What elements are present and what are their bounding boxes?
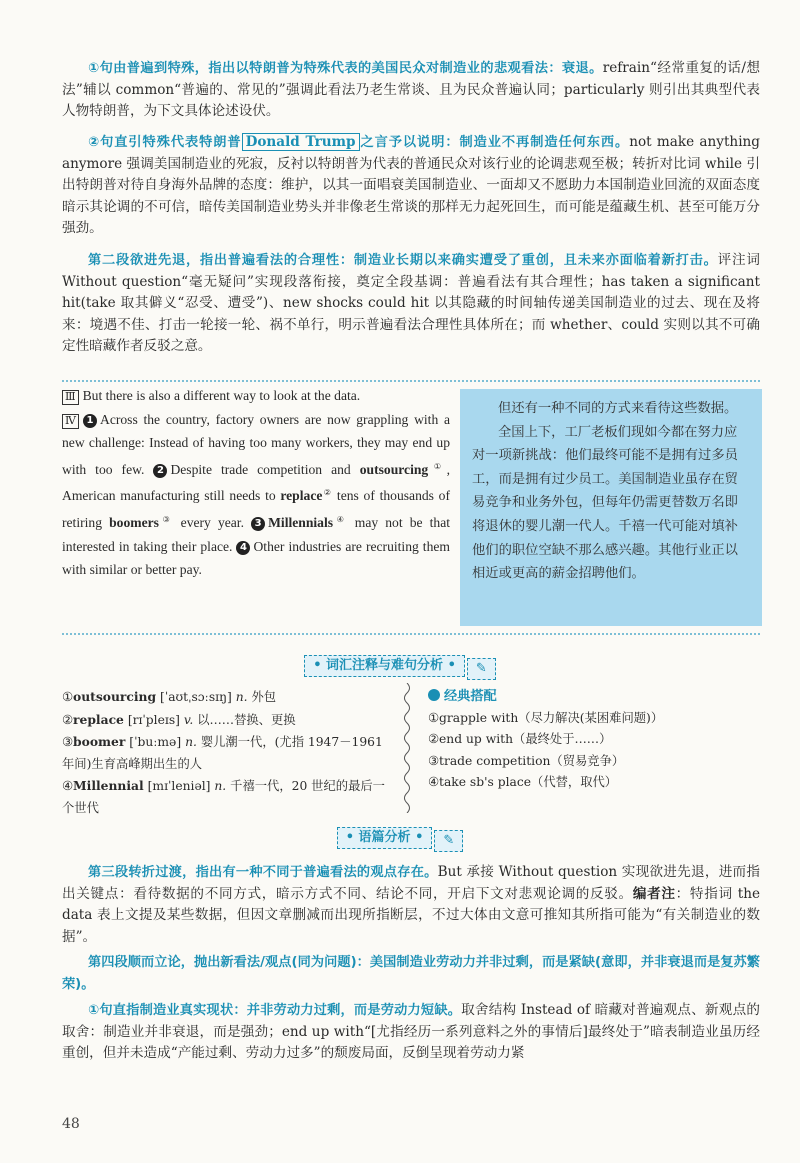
analysis-paragraph-4: 第三段转折过渡，指出有一种不同于普遍看法的观点存在。But 承接 Without question 实现欲进先退，进而指出关键点：看待数据的不同方式，暗示方式不同、结论不同，开启下文对悲观论调的反驳。编者注：特指词 the data 表上文提及某些数据，但因文章删减而出现所指断层，不过大体由文意可推知其所指可能为“有关制造业的数据”。 <box>62 864 761 945</box>
vocab-word: boomers <box>109 514 159 530</box>
paragraph-number: Ⅳ <box>62 414 79 429</box>
sentence-marker: 1 <box>83 414 97 428</box>
pen-icon: ✎ <box>467 658 496 680</box>
analysis-paragraph-5: 第四段顺而立论，抛出新看法/观点(同为问题)：美国制造业劳动力并非过剩，而是紧缺(意即，并非衰退而是复苏繁荣)。 <box>62 955 760 992</box>
pen-icon: ✎ <box>434 830 463 852</box>
analysis-paragraph-3: 第二段欲进先退，指出普遍看法的合理性：制造业长期以来确实遭受了重创，且未来亦面临着新打击。评注词 Without question“毫无疑问”实现段落衔接，奠定全段基调：普遍看法有其合理性；has taken a significant hit(take 取其僻义“忍受、遭受”)、new shocks could hit 以其隐藏的时间轴传递美国制造业的过去、现在及将来：境遇不佳、打击一轮接一轮、祸不单行，明示普遍看法合理性具体所在；而 whether、could 实则以其不可确定性暗藏作者反驳之意。 <box>62 252 760 354</box>
page-number: 48 <box>62 1116 80 1132</box>
collocation-item: ①grapple with（尽力解决(某困难问题)） <box>428 710 664 725</box>
collocation-item: ④take sb's place（代替，取代） <box>428 775 618 789</box>
vocab-list <box>62 686 392 819</box>
vocab-item: ①outsourcing [ˈaʊtˌsɔːsɪŋ] n. 外包 <box>62 689 277 704</box>
dotted-divider <box>62 633 760 635</box>
vocab-item: ③boomer [ˈbuːmə] n. 婴儿潮一代，(尤指 1947－1961 年间)生育高峰期出生的人 <box>62 734 383 771</box>
collocation-item: ②end up with（最终处于……） <box>428 732 612 746</box>
passage-paragraph-3: Ⅲ But there is also a different way to look at the data. <box>62 384 450 408</box>
sentence-marker: 2 <box>153 464 167 478</box>
bullet-icon <box>428 689 440 701</box>
analysis-paragraph-1: ①句由普遍到特殊，指出以特朗普为特殊代表的美国民众对制造业的悲观看法：衰退。refrain“经常重复的话/想法”辅以 common“普遍的、常见的”强调此看法乃老生常谈、且为民众普遍认同；particularly 则引出其典型代表人物特朗普，为下文具体论述设伏。 <box>62 60 760 119</box>
boxed-term: Donald Trump <box>242 133 360 151</box>
vocab-section-title: • 词汇注释与难句分析 • ✎ <box>300 654 500 678</box>
collocations-list <box>428 686 768 794</box>
vocab-word: replace <box>280 488 323 504</box>
translation-box: 但还有一种不同的方式来看待这些数据。 全国上下，工厂老板们现如今都在努力应对一项新挑战：他们最终可能不是拥有过多员工，而是拥有过少员工。美国制造业虽存在贸易竞争和业务外包，但每年仍需更替数万名即将退休的婴儿潮一代人。千禧一代可能对填补他们的职位空缺不那么感兴趣。其他行业正以相近或更高的薪金招聘他们。 <box>460 389 762 626</box>
passage-english <box>62 384 450 582</box>
wavy-divider <box>400 683 414 813</box>
vocab-word: outsourcing <box>359 461 429 477</box>
sentence-marker: 3 <box>251 517 265 531</box>
paragraph-number: Ⅲ <box>62 390 79 405</box>
vocab-word: Millennials <box>268 514 334 530</box>
analysis-paragraph-6: ①句直指制造业真实现状：并非劳动力过剩，而是劳动力短缺。取舍结构 Instead of 暗藏对普遍观点、新观点的取舍：制造业并非衰退，而是强劲；end up with“[尤指经历一系列意料之外的事情后]最终处于”暗表制造业虽历经重创，但并未造成“产能过剩、劳动力过多”的颓废局面，反倒呈现着劳动力紧 <box>62 1002 761 1061</box>
analysis-paragraph-2: ②句直引特殊代表特朗普 Donald Trump 之言予以说明：制造业不再制造任何东西。not make anything anymore 强调美国制造业的死寂，反衬以特朗普为代表的普通民众对该行业的论调悲观至极；转折对比词 while 引出特朗普对待自身海外品牌的态度：维护，以其一面唱衰美国制造业、一面却又不愿助力本国制造业回流的双面态度暗示其论调的不可信，暗传美国制造业势头并非像老生常谈的那样无力起死回生，而可能是蕴藏生机、甚至可能万分强劲。 <box>62 134 760 236</box>
vocab-item: ④Millennial [mɪˈleniəl] n. 千禧一代，20 世纪的最后一个世代 <box>62 778 385 815</box>
vocab-item: ②replace [rɪˈpleɪs] v. 以……替换、更换 <box>62 711 296 727</box>
passage-paragraph-4: Ⅳ 1 Across the country, factory owners are now grappling with a new challenge: Instead of having too many workers, they may end up with too few. 2 Despite trade competition and outsourcing①, American manufacturing still needs to replace② tens of thousands of retiring boomers③ every year. 3 Millennials④ may not be that interested in taking their place. 4 Other industries are recruiting them with similar or better pay. <box>62 411 451 578</box>
discourse-section-title: • 语篇分析 • ✎ <box>300 826 500 850</box>
dotted-divider <box>62 380 760 382</box>
collocations-heading: 经典搭配 <box>428 686 768 708</box>
sentence-marker: 4 <box>236 541 250 555</box>
collocation-item: ③trade competition（贸易竞争） <box>428 753 625 768</box>
